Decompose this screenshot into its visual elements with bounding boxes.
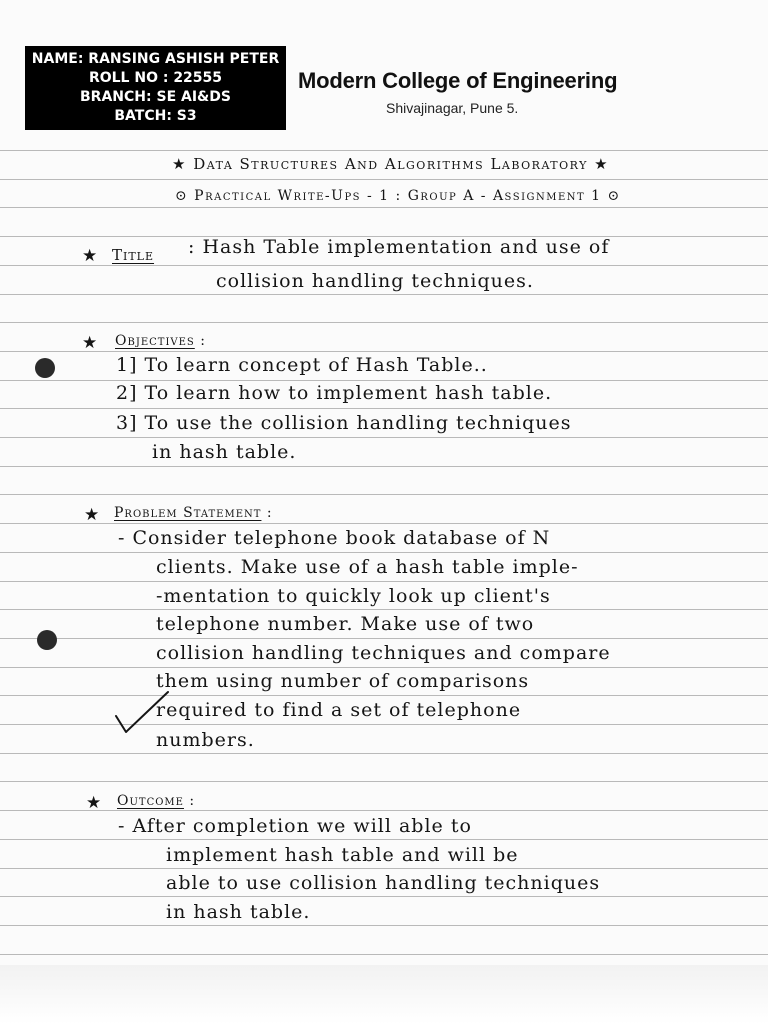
outcome-heading-text: Outcome <box>117 793 184 809</box>
ruled-line <box>0 810 768 811</box>
ruled-line <box>0 896 768 897</box>
roll-number: ROLL NO : 22555 <box>88 70 223 86</box>
outcome-line: in hash table. <box>166 901 311 923</box>
lab-title: ★ Data Structures And Algorithms Laboratory ★ <box>172 155 610 173</box>
title-line-2: collision handling techniques. <box>216 270 534 292</box>
outcome-line: able to use collision handling techniques <box>166 872 601 894</box>
ruled-line <box>0 552 768 553</box>
ruled-line <box>0 667 768 668</box>
ruled-line <box>0 609 768 610</box>
ruled-line <box>0 868 768 869</box>
check-mark-icon <box>112 688 172 738</box>
college-name: Modern College of Engineering <box>298 68 618 93</box>
problem-line: -mentation to quickly look up client's <box>156 585 551 607</box>
ruled-line <box>0 523 768 524</box>
ruled-line <box>0 954 768 955</box>
title-heading-text: Title <box>112 246 155 264</box>
ruled-line <box>0 466 768 467</box>
ruled-line <box>0 294 768 295</box>
objectives-heading: Objectives : <box>115 333 206 349</box>
problem-line: them using number of comparisons <box>156 670 530 692</box>
objectives-heading-text: Objectives <box>115 333 195 349</box>
college-address: Shivajinagar, Pune 5. <box>386 100 519 116</box>
problem-line: telephone number. Make use of two <box>156 613 535 635</box>
branch: BRANCH: SE AI&DS <box>80 89 231 105</box>
binder-hole <box>35 358 55 378</box>
objective-line: 1] To learn concept of Hash Table.. <box>116 354 488 376</box>
binder-hole <box>37 630 57 650</box>
ruled-line <box>0 207 768 208</box>
page-bottom-margin <box>0 965 768 1024</box>
problem-line: - Consider telephone book database of N <box>118 527 551 549</box>
objective-line: 3] To use the collision handling techniques <box>116 412 572 434</box>
outcome-line: - After completion we will able to <box>118 815 472 837</box>
star-icon: ★ <box>86 793 102 813</box>
star-icon: ★ <box>82 246 98 266</box>
ruled-line <box>0 437 768 438</box>
writeup-line: ⊙ Practical Write-Ups - 1 : Group A - Assignment 1 ⊙ <box>175 188 621 204</box>
ruled-line <box>0 494 768 495</box>
outcome-heading: Outcome : <box>117 793 196 809</box>
problem-line: numbers. <box>156 729 255 751</box>
problem-heading: Problem Statement : <box>114 505 273 521</box>
ruled-line <box>0 839 768 840</box>
ruled-line <box>0 265 768 266</box>
problem-heading-text: Problem Statement <box>114 505 262 521</box>
ruled-line <box>0 380 768 381</box>
student-name: NAME: RANSING ASHISH PETER <box>31 51 280 67</box>
star-icon: ★ <box>82 333 98 353</box>
outcome-line: implement hash table and will be <box>166 844 519 866</box>
title-line-1: : Hash Table implementation and use of <box>188 236 610 258</box>
batch: BATCH: S3 <box>114 108 197 124</box>
title-heading <box>112 246 154 264</box>
star-icon: ★ <box>84 505 100 525</box>
ruled-line <box>0 322 768 323</box>
ruled-line <box>0 638 768 639</box>
ruled-line <box>0 408 768 409</box>
ruled-line <box>0 781 768 782</box>
objective-line: 2] To learn how to implement hash table. <box>116 382 553 404</box>
student-info-box <box>25 46 286 130</box>
ruled-line <box>0 351 768 352</box>
problem-line: clients. Make use of a hash table imple- <box>156 556 579 578</box>
ruled-line <box>0 925 768 926</box>
problem-line: required to find a set of telephone <box>156 699 522 721</box>
ruled-line <box>0 753 768 754</box>
problem-line: collision handling techniques and compare <box>156 642 611 664</box>
ruled-line <box>0 581 768 582</box>
objective-line: in hash table. <box>152 441 297 463</box>
ruled-line <box>0 179 768 180</box>
ruled-line <box>0 150 768 151</box>
